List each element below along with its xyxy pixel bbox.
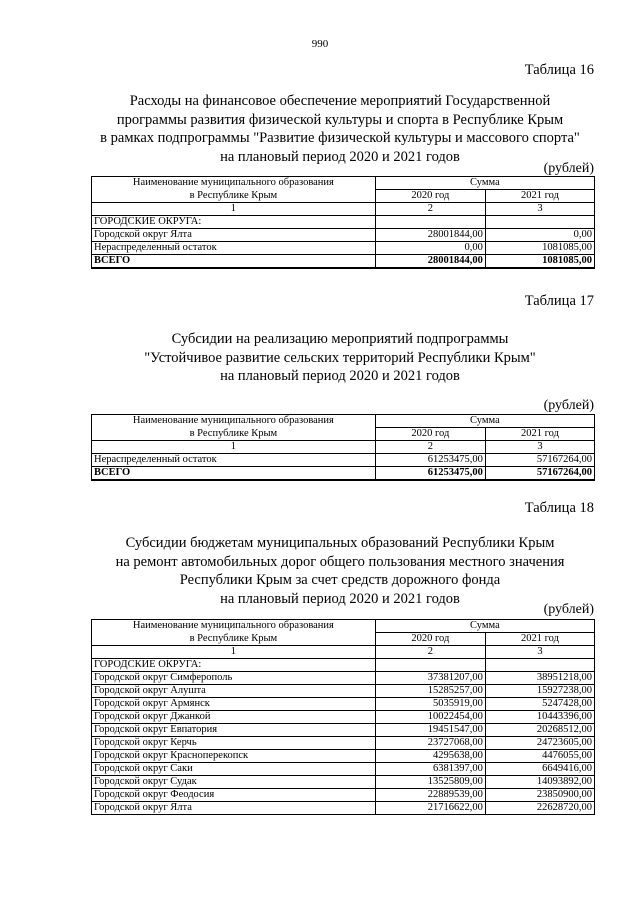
table17-title [80, 330, 600, 386]
table16 [91, 176, 595, 269]
table-row [92, 802, 595, 815]
table16-unit: (рублей) [543, 161, 594, 176]
row-name: Городской округ Евпатория [92, 724, 376, 737]
header-name: в Республике Крым [92, 428, 376, 441]
table-row [92, 685, 595, 698]
row-value-2021: 4476055,00 [485, 750, 594, 763]
header-year-2020: 2020 год [375, 428, 485, 441]
row-name: Городской округ Саки [92, 763, 376, 776]
row-name: Городской округ Судак [92, 776, 376, 789]
row-value-2020: 28001844,00 [375, 229, 485, 242]
column-number-row [92, 441, 595, 454]
header-year-2021: 2021 год [485, 633, 594, 646]
row-name: Городской округ Красноперекопск [92, 750, 376, 763]
table-row [92, 763, 595, 776]
section-label: ГОРОДСКИЕ ОКРУГА: [92, 216, 376, 229]
row-value-2020: 0,00 [375, 242, 485, 255]
table18-title-line: Субсидии бюджетам муниципальных образований Республики Крым [125, 535, 555, 551]
row-value-2021: 23850900,00 [485, 789, 594, 802]
table-row [92, 789, 595, 802]
total-2020: 61253475,00 [375, 467, 485, 481]
header-sum: Сумма [375, 620, 594, 633]
table18 [91, 619, 595, 815]
table-row [92, 776, 595, 789]
row-value-2020: 6381397,00 [375, 763, 485, 776]
row-name: Городской округ Керчь [92, 737, 376, 750]
header-year-2021: 2021 год [485, 428, 594, 441]
header-name: Наименование муниципального образования [92, 415, 376, 428]
col-number: 3 [485, 441, 594, 454]
table16-title [80, 92, 600, 166]
header-name: в Республике Крым [92, 190, 376, 203]
row-name: Городской округ Ялта [92, 802, 376, 815]
row-value-2020: 23727068,00 [375, 737, 485, 750]
table-header-row [92, 190, 595, 203]
table16-title-line: программы развития физической культуры и спорта в Республике Крым [116, 111, 564, 128]
col-number: 1 [92, 441, 376, 454]
header-sum: Сумма [375, 177, 594, 190]
col-number: 3 [485, 203, 594, 216]
table-header-row [92, 177, 595, 190]
row-name: Городской округ Джанкой [92, 711, 376, 724]
page-number: 990 [311, 38, 329, 50]
row-value-2021: 20268512,00 [485, 724, 594, 737]
table17-title-line: Субсидии на реализацию мероприятий подпрограммы [171, 331, 509, 347]
header-name: в Республике Крым [92, 633, 376, 646]
row-name: Городской округ Феодосия [92, 789, 376, 802]
table-row [92, 724, 595, 737]
row-value-2021: 15927238,00 [485, 685, 594, 698]
section-label: ГОРОДСКИЕ ОКРУГА: [92, 659, 376, 672]
table18-unit: (рублей) [543, 602, 594, 617]
row-value-2021: 22628720,00 [485, 802, 594, 815]
row-value-2021: 5247428,00 [485, 698, 594, 711]
total-2020: 28001844,00 [375, 255, 485, 269]
header-sum: Сумма [375, 415, 594, 428]
table-row [92, 672, 595, 685]
row-value-2021: 14093892,00 [485, 776, 594, 789]
header-name: Наименование муниципального образования [92, 620, 376, 633]
row-value-2020: 4295638,00 [375, 750, 485, 763]
row-name: Городской округ Ялта [92, 229, 376, 242]
total-2021: 57167264,00 [485, 467, 594, 481]
table-row [92, 229, 595, 242]
header-name: Наименование муниципального образования [92, 177, 376, 190]
table16-title-line: в рамках подпрограммы "Развитие физической культуры и массового спорта" [100, 130, 580, 146]
table16-label: Таблица 16 [524, 62, 594, 78]
table-header-row [92, 428, 595, 441]
row-value-2020: 19451547,00 [375, 724, 485, 737]
row-name: Городской округ Алушта [92, 685, 376, 698]
table17 [91, 414, 595, 481]
table18-label: Таблица 18 [524, 500, 594, 516]
column-number-row [92, 646, 595, 659]
row-value-2020: 22889539,00 [375, 789, 485, 802]
section-row [92, 216, 595, 229]
header-year-2020: 2020 год [375, 190, 485, 203]
row-name: Нераспределенный остаток [92, 242, 376, 255]
total-row [92, 467, 595, 481]
row-value-2020: 37381207,00 [375, 672, 485, 685]
table17-unit: (рублей) [543, 398, 594, 413]
row-value-2021: 24723605,00 [485, 737, 594, 750]
table-row [92, 454, 595, 467]
table18-title-line: на плановый период 2020 и 2021 годов [220, 590, 460, 607]
col-number: 1 [92, 203, 376, 216]
table-row [92, 242, 595, 255]
table18-title-line: на ремонт автомобильных дорог общего пользования местного значения [115, 553, 565, 570]
total-2021: 1081085,00 [485, 255, 594, 269]
table18-title [80, 534, 600, 608]
row-value-2020: 15285257,00 [375, 685, 485, 698]
col-number: 2 [375, 203, 485, 216]
col-number: 1 [92, 646, 376, 659]
row-value-2020: 21716622,00 [375, 802, 485, 815]
total-label: ВСЕГО [92, 467, 376, 481]
table17-title-line: "Устойчивое развитие сельских территорий Республики Крым" [144, 349, 536, 366]
row-name: Городской округ Армянск [92, 698, 376, 711]
table17-label: Таблица 17 [524, 293, 594, 309]
row-value-2021: 6649416,00 [485, 763, 594, 776]
table16-title-line: Расходы на финансовое обеспечение мероприятий Государственной [129, 93, 551, 109]
row-value-2020: 5035919,00 [375, 698, 485, 711]
col-number: 3 [485, 646, 594, 659]
table-header-row [92, 620, 595, 633]
row-name: Нераспределенный остаток [92, 454, 376, 467]
row-value-2021: 10443396,00 [485, 711, 594, 724]
table-header-row [92, 633, 595, 646]
table-row [92, 711, 595, 724]
row-value-2020: 13525809,00 [375, 776, 485, 789]
row-value-2021: 57167264,00 [485, 454, 594, 467]
table-row [92, 737, 595, 750]
total-label: ВСЕГО [92, 255, 376, 269]
col-number: 2 [375, 646, 485, 659]
col-number: 2 [375, 441, 485, 454]
row-value-2021: 0,00 [485, 229, 594, 242]
table-row [92, 698, 595, 711]
table18-title-line: Республики Крым за счет средств дорожного фонда [179, 572, 501, 588]
row-value-2021: 38951218,00 [485, 672, 594, 685]
total-row [92, 255, 595, 269]
table16-title-line: на плановый период 2020 и 2021 годов [220, 148, 460, 165]
column-number-row [92, 203, 595, 216]
section-row [92, 659, 595, 672]
table-header-row [92, 415, 595, 428]
header-year-2021: 2021 год [485, 190, 594, 203]
row-value-2020: 61253475,00 [375, 454, 485, 467]
row-value-2020: 10022454,00 [375, 711, 485, 724]
header-year-2020: 2020 год [375, 633, 485, 646]
table-row [92, 750, 595, 763]
row-value-2021: 1081085,00 [485, 242, 594, 255]
row-name: Городской округ Симферополь [92, 672, 376, 685]
table17-title-line: на плановый период 2020 и 2021 годов [220, 368, 460, 384]
